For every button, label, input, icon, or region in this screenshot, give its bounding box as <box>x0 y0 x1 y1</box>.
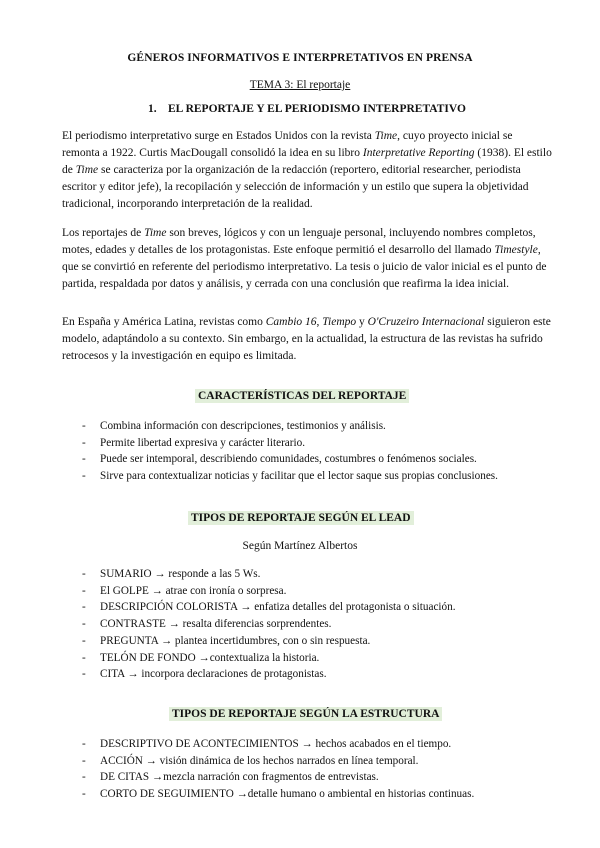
italic-title: O'Cruzeiro Internacional <box>367 316 485 328</box>
list-item-text: Puede ser intemporal, describiendo comunidades, costumbres o fenómenos sociales. <box>100 453 477 466</box>
lead-types-list <box>62 566 456 683</box>
list-item <box>62 418 498 435</box>
list-item-text: Permite libertad expresiva y carácter literario. <box>100 436 306 449</box>
italic-title: Time <box>374 130 398 142</box>
characteristics-list <box>62 418 498 485</box>
dash-bullet: - <box>82 738 86 750</box>
list-item-text: ACCIÓN → visión dinámica de los hechos narrados en línea temporal. <box>100 754 419 767</box>
dash-bullet: - <box>82 788 86 801</box>
dash-bullet: - <box>82 601 86 614</box>
italic-title: Cambio 16 <box>265 316 317 328</box>
dash-bullet: - <box>82 420 86 432</box>
list-item-text: Combina información con descripciones, testimonios y análisis. <box>100 420 386 432</box>
paragraph-2 <box>62 225 552 293</box>
section-number: 1. <box>148 103 157 115</box>
list-item <box>62 769 474 786</box>
dash-bullet: - <box>82 436 86 449</box>
list-item <box>62 633 456 650</box>
italic-title: Time <box>75 164 99 177</box>
list-item <box>62 435 498 452</box>
paragraph-text: siguieron este modelo, adaptándolo a su contexto. Sin embargo, en la actualidad, la estructura de las revistas ha sufrido retrocesos y la investigación en equipo es limitada. <box>62 316 551 363</box>
paragraph-text: Los reportajes de <box>62 227 145 239</box>
list-item-text: CORTO DE SEGUIMIENTO →detalle humano o ambiental en historias continuas. <box>100 788 475 801</box>
list-item <box>62 468 498 485</box>
dash-bullet: - <box>82 453 86 466</box>
dash-bullet: - <box>82 668 86 681</box>
list-item <box>62 599 456 616</box>
paragraph-1 <box>62 128 552 213</box>
list-item-text: DE CITAS →mezcla narración con fragmentos de entrevistas. <box>100 771 379 784</box>
paragraph-3 <box>62 314 552 365</box>
byline: Según Martínez Albertos <box>242 540 358 552</box>
dash-bullet: - <box>82 618 86 631</box>
list-item-text: TELÓN DE FONDO →contextualiza la historia. <box>100 651 320 664</box>
list-item <box>62 786 474 803</box>
italic-title: Interpretative Reporting <box>362 147 475 160</box>
italic-title: Timestyle <box>494 244 538 257</box>
section-label: EL REPORTAJE Y EL PERIODISMO INTERPRETATIVO <box>168 103 466 115</box>
list-item <box>62 451 498 468</box>
paragraph-text: y <box>356 316 368 328</box>
section-heading <box>148 103 466 115</box>
italic-title: Time <box>144 227 167 239</box>
document-title: GÉNEROS INFORMATIVOS E INTERPRETATIVOS EN PRENSA <box>127 52 473 64</box>
list-item <box>62 583 456 600</box>
list-item-text: CITA → incorpora declaraciones de protagonistas. <box>100 668 327 681</box>
list-item <box>62 666 456 683</box>
list-item <box>62 736 474 753</box>
italic-title: Tiempo <box>322 316 357 328</box>
dash-bullet: - <box>82 470 86 483</box>
paragraph-text: se caracteriza por la organización de la redacción (reportero, editorial researcher, periodista escritor y editor jefe), la recopilación y selección de información y un estilo que supera la objetividad tradicional, incorporando interpretación de la realidad. <box>62 164 529 211</box>
dash-bullet: - <box>82 771 86 784</box>
document-subtitle: TEMA 3: El reportaje <box>249 79 351 91</box>
list-item-text: SUMARIO → responde a las 5 Ws. <box>100 568 261 580</box>
paragraph-text: (1938). El estilo de <box>62 147 552 177</box>
list-item <box>62 616 456 633</box>
paragraph-text: , que se convirtió en referente del periodismo interpretativo. La tesis o juicio de valor inicial es el punto de partida, respaldada por datos y análisis, y cerrada con una conclusión que reafirma la idea inicial. <box>62 244 547 291</box>
paragraph-text: En España y América Latina, revistas como <box>62 316 266 328</box>
structure-types-list <box>62 736 474 803</box>
dash-bullet: - <box>82 568 86 580</box>
paragraph-text: , <box>316 316 323 328</box>
list-item-text: PREGUNTA → plantea incertidumbres, con o sin respuesta. <box>100 634 371 647</box>
list-item-text: El GOLPE → atrae con ironía o sorpresa. <box>100 584 287 597</box>
list-item-text: DESCRIPTIVO DE ACONTECIMIENTOS → hechos acabados en el tiempo. <box>100 738 452 750</box>
dash-bullet: - <box>82 754 86 767</box>
characteristics-heading: CARACTERÍSTICAS DEL REPORTAJE <box>195 389 409 403</box>
lead-types-heading: TIPOS DE REPORTAJE SEGÚN EL LEAD <box>188 511 414 525</box>
list-item <box>62 650 456 667</box>
paragraph-text: El periodismo interpretativo surge en Estados Unidos con la revista <box>62 130 375 142</box>
dash-bullet: - <box>82 651 86 664</box>
list-item <box>62 566 456 583</box>
list-item-text: CONTRASTE → resalta diferencias sorprendentes. <box>100 618 332 631</box>
list-item-text: Sirve para contextualizar noticias y facilitar que el lector saque sus propias conclusiones. <box>100 470 498 483</box>
list-item-text: DESCRIPCIÓN COLORISTA → enfatiza detalles del protagonista o situación. <box>100 601 456 614</box>
paragraph-text: , cuyo proyecto inicial se remonta a 1922. Curtis MacDougall consolidó la idea en su libro <box>62 130 513 160</box>
list-item <box>62 753 474 770</box>
dash-bullet: - <box>82 634 86 647</box>
paragraph-text: son breves, lógicos y con un lenguaje personal, incluyendo nombres completos, motes, edades y detalles de los protagonistas. Este enfoque permitió el desarrollo del llamado <box>62 227 536 257</box>
structure-types-heading: TIPOS DE REPORTAJE SEGÚN LA ESTRUCTURA <box>169 707 442 721</box>
dash-bullet: - <box>82 584 86 597</box>
